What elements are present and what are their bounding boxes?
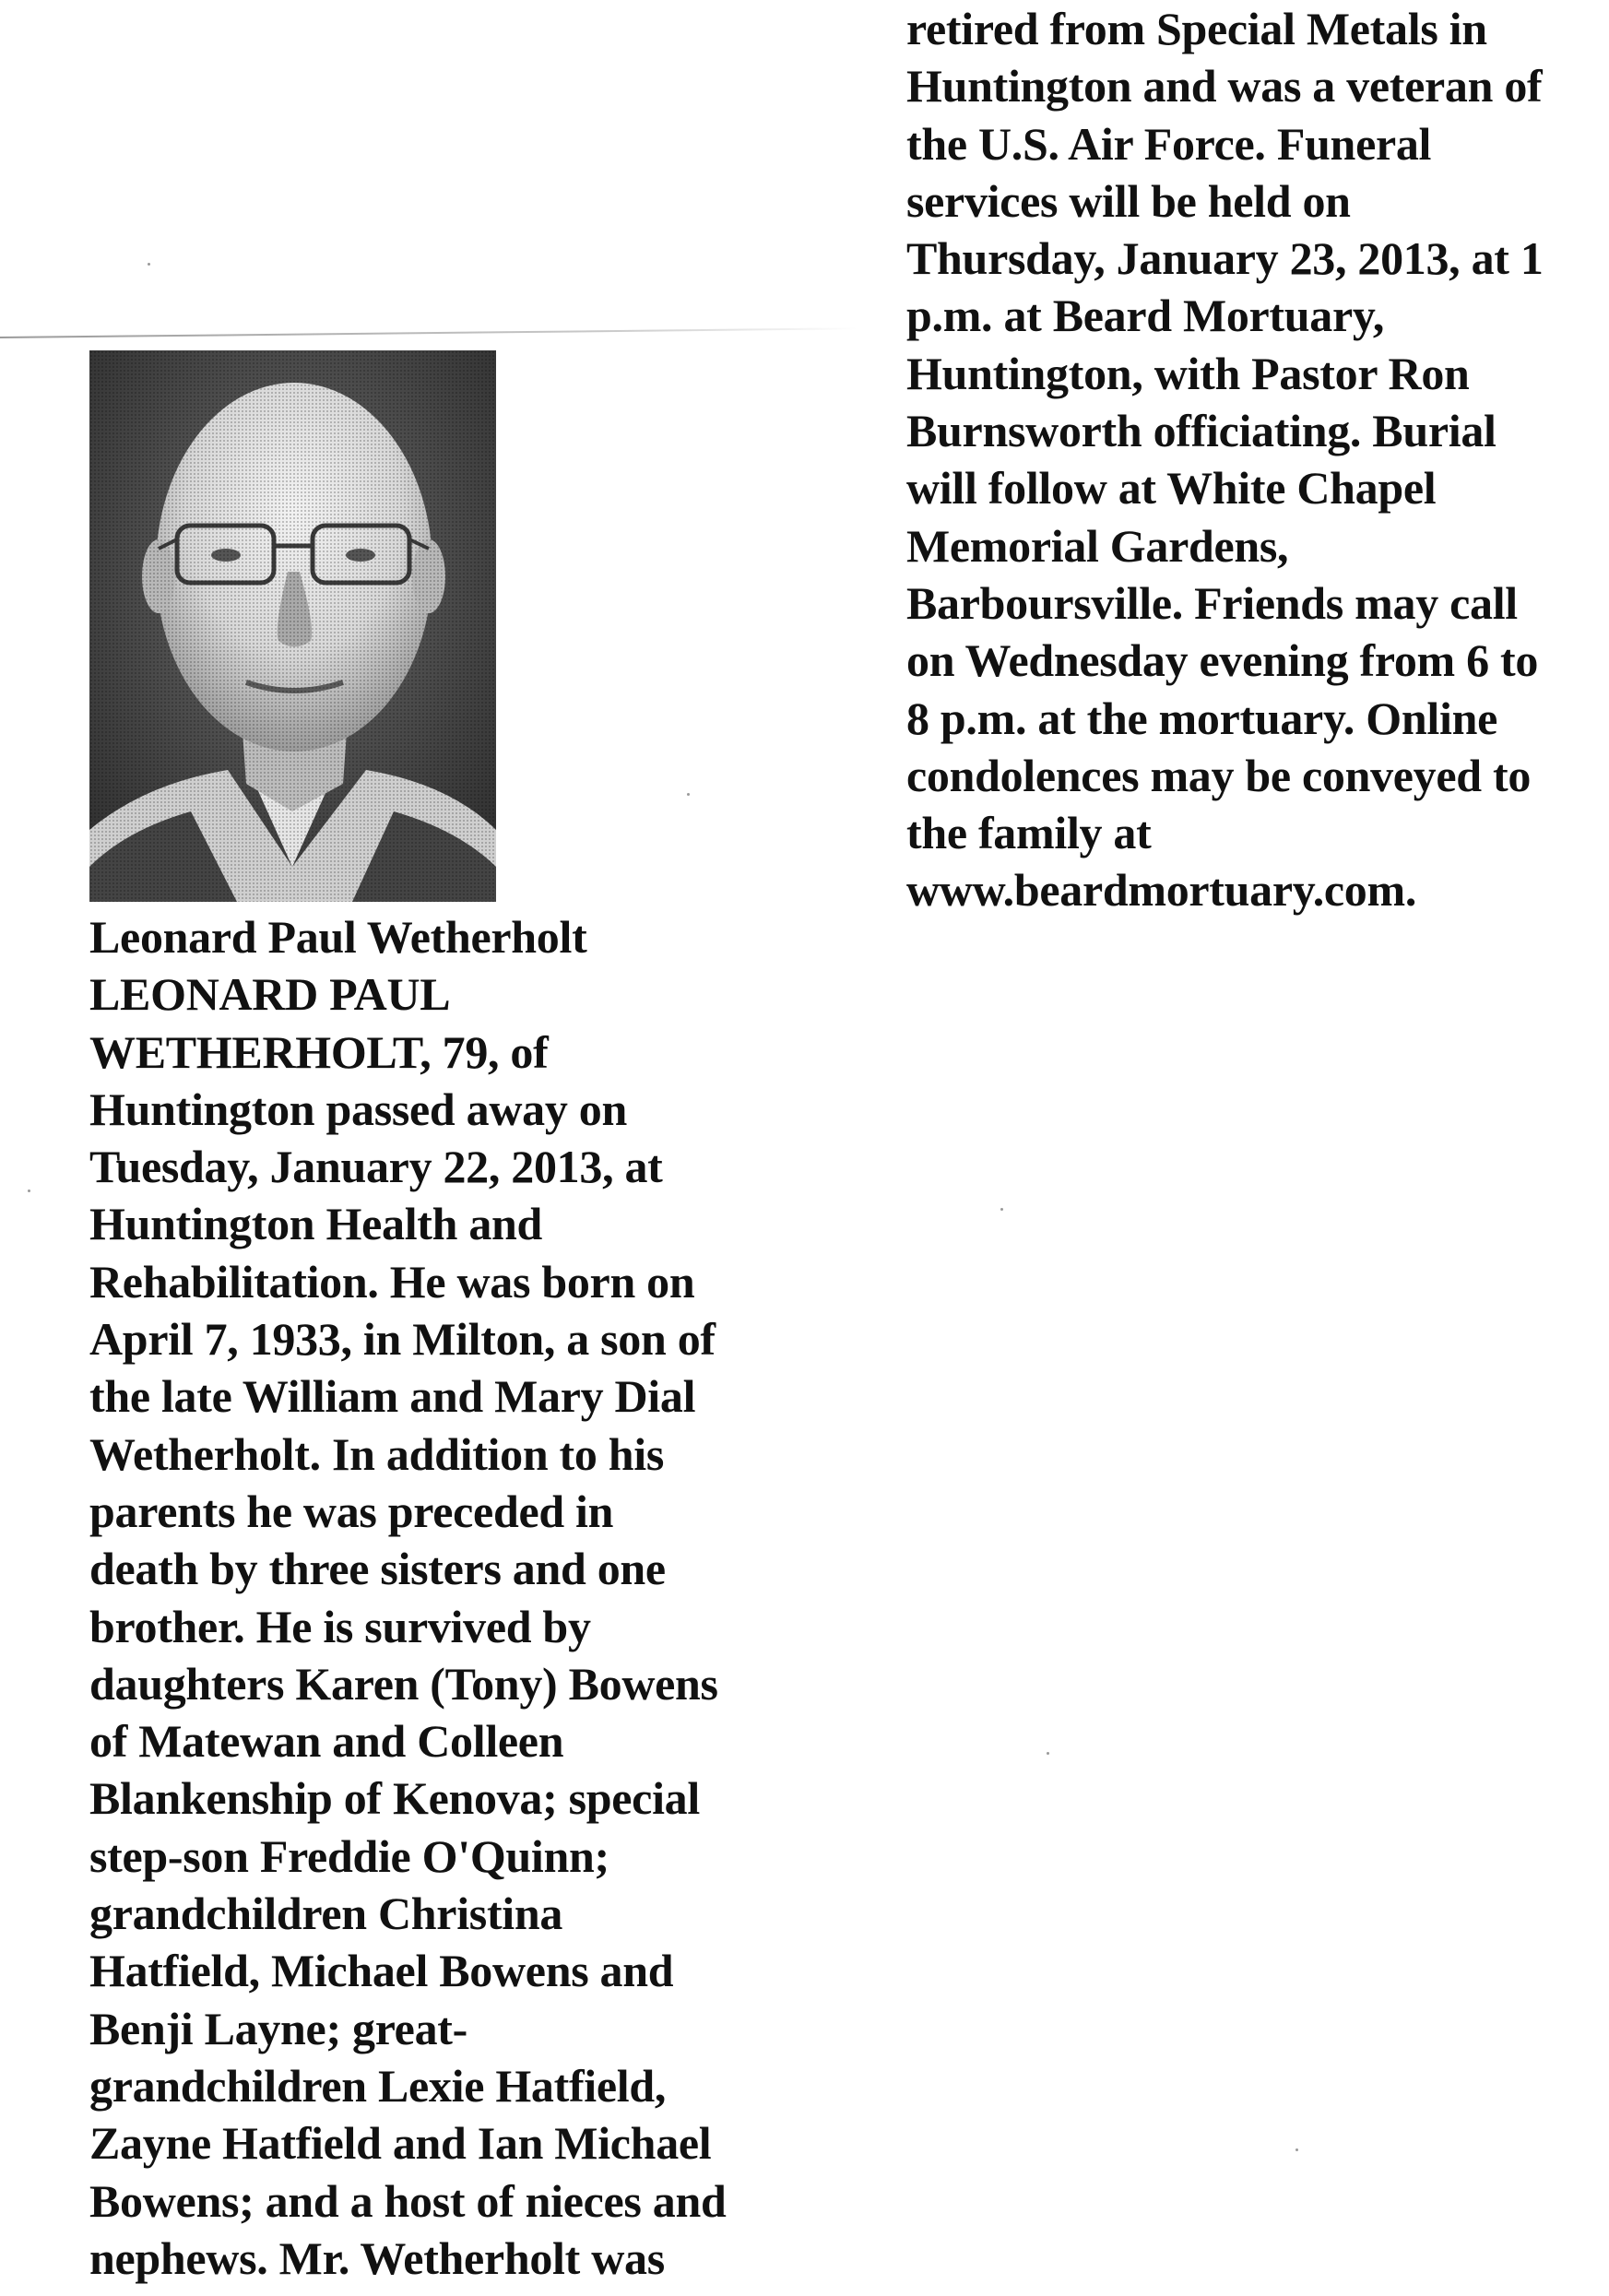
portrait-photo-icon — [89, 350, 496, 902]
obituary-column-right — [906, 0, 1544, 919]
scan-speck — [687, 793, 690, 796]
obituary-text-line: Wetherholt. In addition to his — [89, 1427, 665, 1480]
obituary-text-line: services will be held on — [906, 174, 1351, 227]
scan-speck — [1047, 1752, 1049, 1755]
obituary-text-line: retired from Special Metals in — [906, 3, 1487, 54]
obituary-text-line: Barboursville. Friends may call — [906, 576, 1518, 629]
scan-artifact-line — [0, 327, 858, 338]
obituary-column-left — [89, 908, 727, 2287]
obituary-text-line: Huntington and was a veteran of — [906, 60, 1543, 112]
obituary-text-line: Rehabilitation. He was born on — [89, 1255, 695, 1308]
obituary-text-line: Bowens; and a host of nieces and — [89, 2174, 727, 2227]
obituary-text-line: LEONARD PAUL — [89, 968, 451, 1021]
portrait-photo — [89, 350, 496, 902]
obituary-text-line: of Matewan and Colleen — [89, 1715, 564, 1768]
obituary-text-line: Memorial Gardens, — [906, 519, 1289, 572]
obituary-text-line: the late William and Mary Dial — [89, 1370, 696, 1423]
obituary-text-line: the U.S. Air Force. Funeral — [906, 117, 1432, 170]
obituary-text-line: Hatfield, Michael Bowens and — [89, 1945, 674, 1997]
obituary-text-line: Huntington passed away on — [89, 1083, 627, 1135]
obituary-text-line: Thursday, January 23, 2013, at 1 — [906, 232, 1544, 285]
obituary-text-line: Blankenship of Kenova; special — [89, 1772, 700, 1825]
obituary-text-line: parents he was preceded in — [89, 1485, 614, 1537]
scan-speck — [148, 263, 150, 266]
obituary-text-line: on Wednesday evening from 6 to — [906, 634, 1539, 687]
obituary-text-line: www.beardmortuary.com. — [906, 864, 1417, 917]
scan-speck — [1295, 2148, 1298, 2151]
obituary-text-line: nephews. Mr. Wetherholt was — [89, 2231, 665, 2284]
scan-speck — [1000, 1208, 1003, 1211]
obituary-text-line: will follow at White Chapel — [906, 462, 1437, 515]
obituary-text-line: Benji Layne; great- — [89, 2002, 467, 2054]
obituary-text-line: Tuesday, January 22, 2013, at — [89, 1141, 663, 1193]
obituary-text-line: the family at — [906, 807, 1152, 859]
obituary-text-line: brother. He is survived by — [89, 1600, 591, 1652]
obituary-text-line: daughters Karen (Tony) Bowens — [89, 1657, 718, 1710]
obituary-text-line: grandchildren Christina — [89, 1888, 563, 1940]
obituary-text-line: Huntington, with Pastor Ron — [906, 347, 1470, 399]
obituary-text-line: step-son Freddie O'Quinn; — [89, 1829, 609, 1882]
scan-speck — [28, 1189, 30, 1192]
obituary-text-line: April 7, 1933, in Milton, a son of — [89, 1313, 716, 1366]
obituary-text-line: grandchildren Lexie Hatfield, — [89, 2059, 667, 2112]
obituary-title: Leonard Paul Wetherholt — [89, 911, 587, 963]
obituary-text-line: 8 p.m. at the mortuary. Online — [906, 692, 1497, 744]
obituary-text-line: p.m. at Beard Mortuary, — [906, 290, 1385, 342]
obituary-text-line: Huntington Health and — [89, 1198, 543, 1250]
obituary-text-line: Zayne Hatfield and Ian Michael — [89, 2117, 712, 2170]
obituary-text-line: WETHERHOLT, 79, of — [89, 1025, 549, 1078]
obituary-text-line: death by three sisters and one — [89, 1543, 666, 1595]
obituary-text-line: condolences may be conveyed to — [906, 749, 1532, 801]
obituary-text-line: Burnsworth officiating. Burial — [906, 405, 1497, 457]
